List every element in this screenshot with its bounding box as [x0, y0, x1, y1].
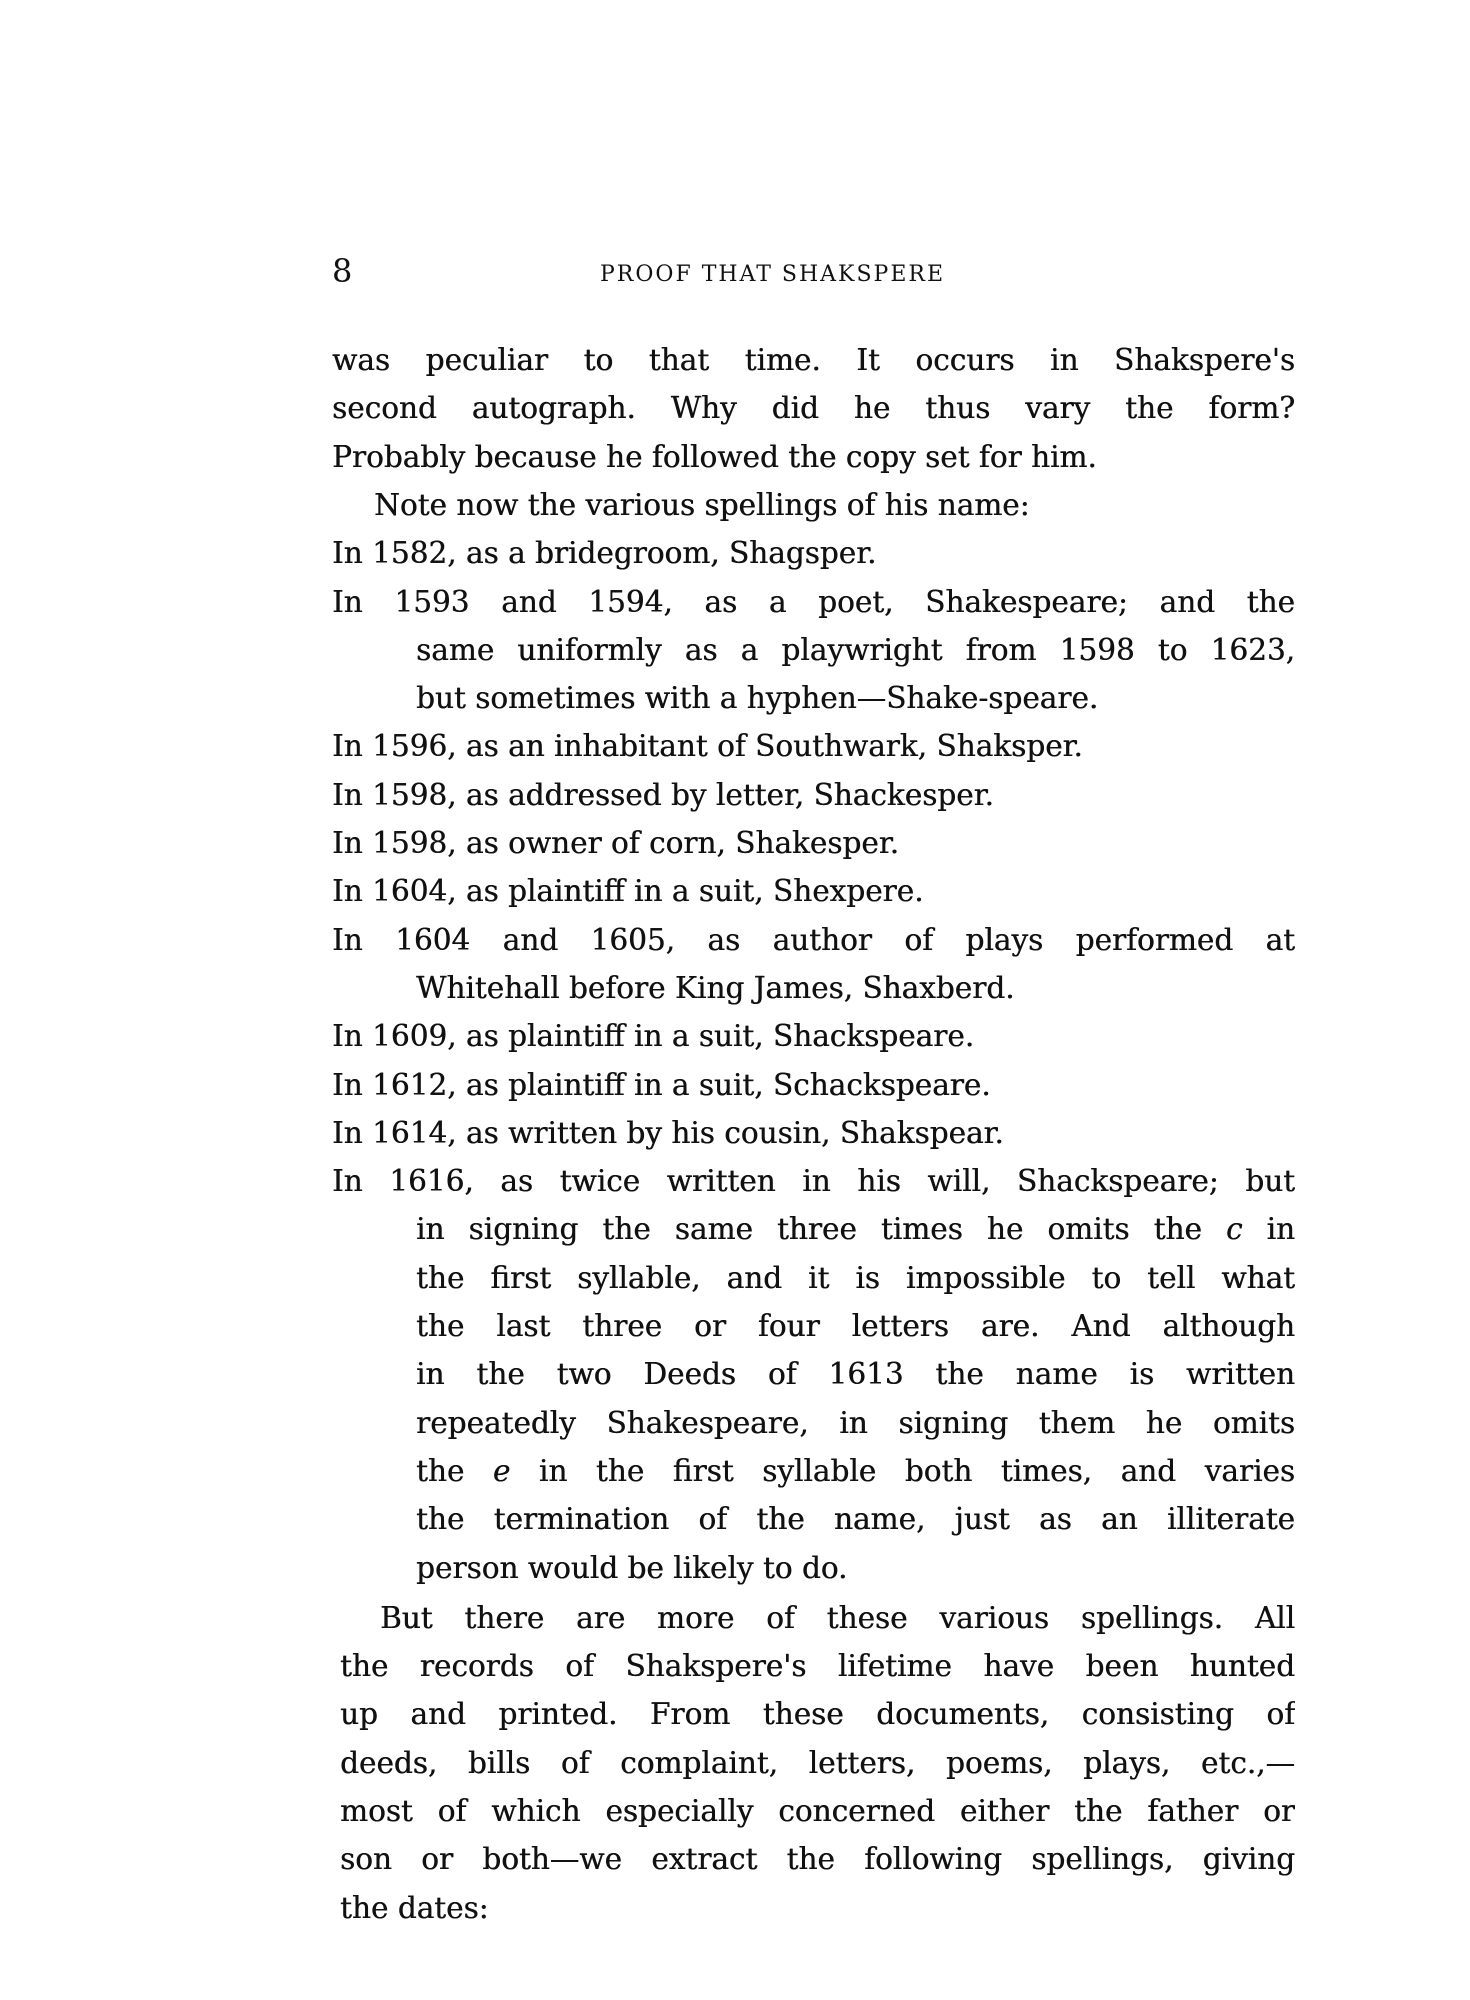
text-line: [416, 1205, 1295, 1253]
line-text: In 1614, as written by his cousin, Shakspear.: [332, 1115, 1004, 1150]
line-text: repeatedly Shakespeare, in signing them he omits: [416, 1405, 1295, 1440]
text-line: [340, 1884, 489, 1932]
line-text: In 1616, as twice written in his will, Shackspeare; but: [332, 1164, 1295, 1199]
text-line: [340, 1690, 1295, 1738]
text-line: [332, 529, 876, 577]
text-line: [416, 1350, 1295, 1398]
text-line: [332, 722, 1083, 770]
line-text: but sometimes with a hyphen—Shake-speare.: [416, 681, 1099, 716]
line-text: In 1596, as an inhabitant of Southwark, Shaksper.: [332, 729, 1083, 764]
line-text: In 1593 and 1594, as a poet, Shakespeare; and the: [332, 584, 1295, 619]
line-text: In 1604, as plaintiff in a suit, Shexpere.: [332, 874, 924, 909]
text-line: [332, 336, 1295, 384]
line-text: the termination of the name, just as an illiterate: [416, 1502, 1295, 1537]
text-line: [332, 819, 899, 867]
line-text: was peculiar to that time. It occurs in Shakspere's: [332, 343, 1295, 377]
line-text: In 1582, as a bridegroom, Shagsper.: [332, 536, 877, 571]
text-line: [340, 1835, 1295, 1883]
line-text: Probably because he followed the copy set for him.: [332, 439, 1097, 474]
text-line: [416, 964, 1014, 1012]
line-text: the records of Shakspere's lifetime have been hunted: [340, 1649, 1295, 1684]
text-line: [332, 916, 1295, 964]
text-line: [332, 867, 923, 915]
line-text: In 1612, as plaintiff in a suit, Schackspeare.: [332, 1067, 991, 1102]
text-line: [332, 578, 1295, 626]
text-line: [380, 1594, 1295, 1642]
text-line: [340, 1642, 1295, 1690]
line-text: In 1598, as addressed by letter, Shackesper.: [332, 777, 994, 812]
text-line: [332, 771, 994, 819]
line-text: most of which especially concerned either the father or: [340, 1794, 1295, 1828]
line-text: In 1604 and 1605, as author of plays performed at: [332, 922, 1295, 957]
line-text: person would be likely to do.: [416, 1550, 848, 1585]
text-line: [416, 626, 1295, 674]
line-text: son or both—we extract the following spellings, giving: [340, 1842, 1295, 1877]
text-line: [416, 1302, 1295, 1350]
line-text: in: [1242, 1212, 1295, 1247]
line-text: in the two Deeds of 1613 the name is written: [416, 1357, 1295, 1392]
text-line: [332, 433, 1097, 481]
text-line: [416, 1447, 1295, 1495]
running-title: PROOF THAT SHAKSPERE: [600, 262, 946, 287]
line-text: In 1598, as owner of corn, Shakesper.: [332, 826, 899, 860]
line-text: the: [416, 1453, 493, 1488]
line-text: second autograph. Why did he thus vary the form?: [332, 391, 1295, 426]
text-line: [416, 1254, 1295, 1302]
text-line: [332, 1061, 991, 1109]
line-text: Whitehall before King James, Shaxberd.: [416, 970, 1015, 1005]
text-line: [340, 1787, 1295, 1835]
text-line: [416, 1495, 1295, 1543]
line-text: same uniformly as a playwright from 1598 to 1623,: [416, 632, 1295, 667]
text-line: [332, 1012, 974, 1060]
line-text: But there are more of these various spellings. All: [380, 1600, 1295, 1635]
text-line: [374, 481, 1030, 529]
text-line: [332, 1109, 1004, 1157]
italic-letter: c: [1225, 1212, 1243, 1247]
line-text: the last three or four letters are. And although: [416, 1309, 1295, 1343]
line-text: the dates:: [340, 1890, 489, 1925]
line-text: the first syllable, and it is impossible to tell what: [416, 1260, 1295, 1295]
text-line: [416, 1399, 1295, 1447]
line-text: in signing the same three times he omits the: [416, 1212, 1226, 1247]
line-text: deeds, bills of complaint, letters, poems, plays, etc.,—: [340, 1745, 1295, 1780]
line-text: up and printed. From these documents, consisting of: [340, 1697, 1295, 1732]
text-line: [332, 1157, 1295, 1205]
text-line: [340, 1739, 1295, 1787]
text-line: [416, 674, 1098, 722]
italic-letter: e: [492, 1453, 511, 1488]
text-line: [332, 384, 1295, 432]
line-text: Note now the various spellings of his name:: [374, 487, 1030, 522]
line-text: in the first syllable both times, and varies: [510, 1453, 1295, 1488]
line-text: In 1609, as plaintiff in a suit, Shackspeare.: [332, 1019, 975, 1054]
page-number: 8: [332, 252, 353, 290]
text-line: [416, 1544, 847, 1592]
